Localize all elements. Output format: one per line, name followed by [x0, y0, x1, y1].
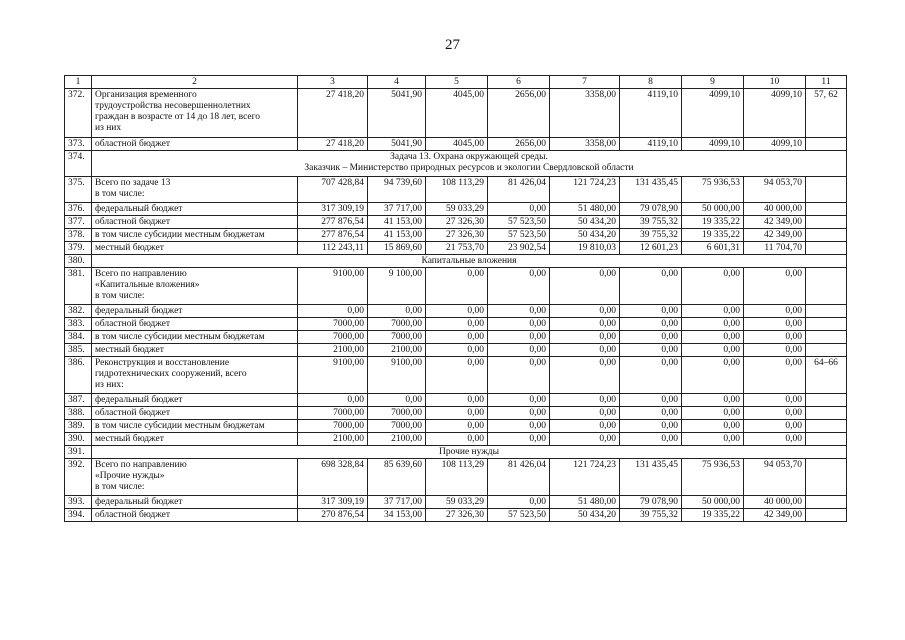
note-cell	[806, 229, 847, 242]
section-title	[92, 151, 847, 177]
header-cell: 2	[92, 76, 298, 89]
note-cell	[806, 420, 847, 433]
value-cell: 39 755,32	[620, 509, 682, 522]
note-cell	[806, 268, 847, 305]
row-label	[92, 89, 298, 138]
value-cell: 0,00	[682, 268, 744, 305]
value-cell: 39 755,32	[620, 216, 682, 229]
row-label-line: «Прочие нужды»	[95, 471, 165, 481]
value-cell: 2100,00	[368, 433, 426, 446]
value-cell: 27 326,30	[426, 509, 488, 522]
note-cell	[806, 318, 847, 331]
value-cell: 2100,00	[368, 344, 426, 357]
value-cell: 0,00	[488, 357, 550, 394]
row-label-line: областной бюджет	[95, 319, 171, 329]
value-cell: 0,00	[550, 420, 620, 433]
section-row	[65, 151, 847, 177]
row-label	[92, 242, 298, 255]
value-cell: 0,00	[550, 407, 620, 420]
note-cell	[806, 407, 847, 420]
table-row	[65, 229, 847, 242]
value-cell: 57 523,50	[488, 509, 550, 522]
row-label-line: граждан в возрасте от 14 до 18 лет, всего	[95, 112, 261, 122]
row-number: 373.	[65, 138, 92, 151]
value-cell: 0,00	[488, 203, 550, 216]
table-row	[65, 407, 847, 420]
value-cell: 0,00	[620, 357, 682, 394]
row-label-line: гидротехнических сооружений, всего	[95, 369, 247, 379]
row-label-line: в том числе субсидии местным бюджетам	[95, 421, 265, 431]
value-cell: 23 902,54	[488, 242, 550, 255]
table-row	[65, 433, 847, 446]
note-cell: 64–66	[806, 357, 847, 394]
value-cell: 0,00	[550, 433, 620, 446]
table-row	[65, 242, 847, 255]
row-label	[92, 420, 298, 433]
row-label-line: Всего по направлению	[95, 269, 187, 279]
value-cell: 0,00	[620, 305, 682, 318]
value-cell: 15 869,60	[368, 242, 426, 255]
value-cell: 7000,00	[298, 420, 368, 433]
row-number: 380.	[65, 255, 92, 268]
value-cell: 34 153,00	[368, 509, 426, 522]
row-label-line: из них	[95, 123, 122, 133]
value-cell: 59 033,29	[426, 496, 488, 509]
row-label-line: местный бюджет	[95, 345, 164, 355]
note-cell	[806, 305, 847, 318]
row-label-line: в том числе:	[95, 291, 145, 301]
value-cell: 19 335,22	[682, 229, 744, 242]
value-cell: 94 739,60	[368, 177, 426, 203]
header-cell: 6	[488, 76, 550, 89]
value-cell: 27 326,30	[426, 229, 488, 242]
table-row	[65, 459, 847, 496]
row-number: 392.	[65, 459, 92, 496]
value-cell: 5041,90	[368, 89, 426, 138]
value-cell: 2656,00	[488, 89, 550, 138]
value-cell: 0,00	[682, 357, 744, 394]
row-number: 394.	[65, 509, 92, 522]
row-label-line: федеральный бюджет	[95, 395, 183, 405]
header-cell: 9	[682, 76, 744, 89]
value-cell: 0,00	[620, 331, 682, 344]
row-label-line: трудоустройства несовершеннолетних	[95, 101, 251, 111]
value-cell: 11 704,70	[744, 242, 806, 255]
table-row	[65, 331, 847, 344]
value-cell: 0,00	[620, 318, 682, 331]
value-cell: 0,00	[744, 407, 806, 420]
value-cell: 7000,00	[298, 318, 368, 331]
row-label	[92, 394, 298, 407]
value-cell: 59 033,29	[426, 203, 488, 216]
value-cell: 0,00	[488, 407, 550, 420]
value-cell: 277 876,54	[298, 216, 368, 229]
value-cell: 41 153,00	[368, 229, 426, 242]
value-cell: 39 755,32	[620, 229, 682, 242]
page-number: 27	[445, 37, 460, 53]
value-cell: 79 078,90	[620, 203, 682, 216]
table-row	[65, 318, 847, 331]
row-label-line: в том числе:	[95, 482, 145, 492]
row-label-line: областной бюджет	[95, 510, 171, 520]
row-number: 381.	[65, 268, 92, 305]
value-cell: 51 480,00	[550, 496, 620, 509]
value-cell: 57 523,50	[488, 229, 550, 242]
budget-table	[64, 75, 847, 522]
row-label	[92, 229, 298, 242]
value-cell: 4119,10	[620, 89, 682, 138]
value-cell: 2100,00	[298, 344, 368, 357]
value-cell: 707 428,84	[298, 177, 368, 203]
row-label	[92, 305, 298, 318]
value-cell: 21 753,70	[426, 242, 488, 255]
value-cell: 131 435,45	[620, 177, 682, 203]
table-row	[65, 203, 847, 216]
value-cell: 0,00	[682, 344, 744, 357]
value-cell: 0,00	[426, 344, 488, 357]
value-cell: 81 426,04	[488, 459, 550, 496]
value-cell: 50 000,00	[682, 203, 744, 216]
value-cell: 4099,10	[744, 89, 806, 138]
row-label	[92, 138, 298, 151]
value-cell: 27 418,20	[298, 89, 368, 138]
header-cell: 10	[744, 76, 806, 89]
section-title-line: Капитальные вложения	[421, 256, 517, 266]
value-cell: 0,00	[298, 305, 368, 318]
value-cell: 0,00	[682, 407, 744, 420]
value-cell: 0,00	[488, 318, 550, 331]
value-cell: 6 601,31	[682, 242, 744, 255]
value-cell: 7000,00	[368, 420, 426, 433]
value-cell: 0,00	[368, 305, 426, 318]
value-cell: 0,00	[298, 394, 368, 407]
value-cell: 79 078,90	[620, 496, 682, 509]
section-title-line: Задача 13. Охрана окружающей среды.	[390, 152, 548, 162]
section-title-line: Прочие нужды	[438, 447, 500, 457]
value-cell: 0,00	[488, 394, 550, 407]
value-cell: 2100,00	[298, 433, 368, 446]
value-cell: 131 435,45	[620, 459, 682, 496]
value-cell: 108 113,29	[426, 177, 488, 203]
value-cell: 0,00	[744, 344, 806, 357]
value-cell: 4099,10	[744, 138, 806, 151]
value-cell: 0,00	[744, 420, 806, 433]
value-cell: 0,00	[426, 407, 488, 420]
row-number: 375.	[65, 177, 92, 203]
row-number: 374.	[65, 151, 92, 177]
header-cell: 4	[368, 76, 426, 89]
note-cell	[806, 138, 847, 151]
value-cell: 0,00	[550, 305, 620, 318]
value-cell: 4045,00	[426, 138, 488, 151]
row-label-line: областной бюджет	[95, 139, 171, 149]
row-label	[92, 459, 298, 496]
value-cell: 9100,00	[298, 268, 368, 305]
table-row	[65, 357, 847, 394]
note-cell: 57, 62	[806, 89, 847, 138]
value-cell: 19 810,03	[550, 242, 620, 255]
value-cell: 42 349,00	[744, 216, 806, 229]
note-cell	[806, 394, 847, 407]
table-row	[65, 305, 847, 318]
value-cell: 50 434,20	[550, 509, 620, 522]
value-cell: 0,00	[744, 357, 806, 394]
row-label	[92, 203, 298, 216]
row-number: 387.	[65, 394, 92, 407]
row-number: 391.	[65, 446, 92, 459]
value-cell: 50 434,20	[550, 229, 620, 242]
section-title-line: Заказчик – Министерство природных ресурсов и экологии Свердловской области	[304, 163, 634, 173]
row-number: 372.	[65, 89, 92, 138]
row-label	[92, 509, 298, 522]
value-cell: 108 113,29	[426, 459, 488, 496]
value-cell: 0,00	[426, 357, 488, 394]
row-label	[92, 216, 298, 229]
row-number: 383.	[65, 318, 92, 331]
value-cell: 37 717,00	[368, 203, 426, 216]
value-cell: 0,00	[488, 344, 550, 357]
value-cell: 0,00	[488, 305, 550, 318]
row-number: 386.	[65, 357, 92, 394]
value-cell: 7000,00	[368, 318, 426, 331]
value-cell: 2656,00	[488, 138, 550, 151]
row-number: 384.	[65, 331, 92, 344]
value-cell: 57 523,50	[488, 216, 550, 229]
table-row	[65, 138, 847, 151]
value-cell: 270 876,54	[298, 509, 368, 522]
value-cell: 5041,90	[368, 138, 426, 151]
note-cell	[806, 242, 847, 255]
value-cell: 0,00	[550, 268, 620, 305]
row-label-line: местный бюджет	[95, 434, 164, 444]
value-cell: 12 601,23	[620, 242, 682, 255]
value-cell: 51 480,00	[550, 203, 620, 216]
row-label-line: областной бюджет	[95, 217, 171, 227]
value-cell: 0,00	[488, 420, 550, 433]
table-row	[65, 216, 847, 229]
value-cell: 0,00	[550, 318, 620, 331]
value-cell: 0,00	[620, 268, 682, 305]
row-label-line: Всего по задаче 13	[95, 178, 171, 188]
row-label-line: в том числе субсидии местным бюджетам	[95, 332, 265, 342]
note-cell	[806, 433, 847, 446]
value-cell: 9 100,00	[368, 268, 426, 305]
value-cell: 94 053,70	[744, 177, 806, 203]
row-label	[92, 268, 298, 305]
note-cell	[806, 177, 847, 203]
value-cell: 112 243,11	[298, 242, 368, 255]
section-title	[92, 446, 847, 459]
value-cell: 317 309,19	[298, 496, 368, 509]
value-cell: 42 349,00	[744, 509, 806, 522]
row-label	[92, 177, 298, 203]
value-cell: 0,00	[550, 331, 620, 344]
header-cell: 11	[806, 76, 847, 89]
value-cell: 4119,10	[620, 138, 682, 151]
table-row	[65, 89, 847, 138]
value-cell: 0,00	[682, 318, 744, 331]
row-label	[92, 433, 298, 446]
value-cell: 7000,00	[368, 331, 426, 344]
value-cell: 0,00	[682, 305, 744, 318]
value-cell: 85 639,60	[368, 459, 426, 496]
row-number: 377.	[65, 216, 92, 229]
value-cell: 0,00	[682, 331, 744, 344]
value-cell: 0,00	[682, 433, 744, 446]
value-cell: 75 936,53	[682, 459, 744, 496]
value-cell: 75 936,53	[682, 177, 744, 203]
value-cell: 27 326,30	[426, 216, 488, 229]
value-cell: 121 724,23	[550, 459, 620, 496]
value-cell: 0,00	[682, 420, 744, 433]
section-row	[65, 255, 847, 268]
value-cell: 0,00	[744, 318, 806, 331]
value-cell: 42 349,00	[744, 229, 806, 242]
value-cell: 0,00	[426, 305, 488, 318]
table-row	[65, 394, 847, 407]
value-cell: 40 000,00	[744, 203, 806, 216]
value-cell: 40 000,00	[744, 496, 806, 509]
section-title	[92, 255, 847, 268]
value-cell: 41 153,00	[368, 216, 426, 229]
value-cell: 9100,00	[368, 357, 426, 394]
row-label-line: Реконструкция и восстановление	[95, 358, 230, 368]
table-row	[65, 496, 847, 509]
row-number: 388.	[65, 407, 92, 420]
value-cell: 0,00	[488, 496, 550, 509]
note-cell	[806, 459, 847, 496]
value-cell: 0,00	[744, 394, 806, 407]
header-row	[65, 76, 847, 89]
value-cell: 4099,10	[682, 138, 744, 151]
value-cell: 3358,00	[550, 138, 620, 151]
value-cell: 0,00	[744, 268, 806, 305]
row-label-line: Организация временного	[95, 90, 197, 100]
row-number: 390.	[65, 433, 92, 446]
value-cell: 50 434,20	[550, 216, 620, 229]
row-label-line: Всего по направлению	[95, 460, 187, 470]
value-cell: 7000,00	[298, 331, 368, 344]
value-cell: 4099,10	[682, 89, 744, 138]
value-cell: 0,00	[426, 331, 488, 344]
row-label-line: областной бюджет	[95, 408, 171, 418]
value-cell: 0,00	[488, 331, 550, 344]
table-row	[65, 509, 847, 522]
row-label	[92, 344, 298, 357]
row-label-line: федеральный бюджет	[95, 497, 183, 507]
row-label-line: федеральный бюджет	[95, 306, 183, 316]
value-cell: 698 328,84	[298, 459, 368, 496]
value-cell: 0,00	[488, 433, 550, 446]
value-cell: 0,00	[550, 344, 620, 357]
value-cell: 0,00	[620, 407, 682, 420]
value-cell: 277 876,54	[298, 229, 368, 242]
value-cell: 0,00	[620, 344, 682, 357]
section-row	[65, 446, 847, 459]
row-label-line: «Капитальные вложения»	[95, 280, 200, 290]
value-cell: 19 335,22	[682, 216, 744, 229]
table-row	[65, 177, 847, 203]
value-cell: 0,00	[744, 305, 806, 318]
value-cell: 7000,00	[368, 407, 426, 420]
value-cell: 0,00	[744, 331, 806, 344]
value-cell: 0,00	[426, 394, 488, 407]
value-cell: 94 053,70	[744, 459, 806, 496]
value-cell: 19 335,22	[682, 509, 744, 522]
row-label	[92, 496, 298, 509]
row-number: 382.	[65, 305, 92, 318]
value-cell: 0,00	[550, 394, 620, 407]
value-cell: 9100,00	[298, 357, 368, 394]
row-label-line: из них:	[95, 380, 124, 390]
row-label	[92, 331, 298, 344]
note-cell	[806, 509, 847, 522]
value-cell: 0,00	[426, 433, 488, 446]
value-cell: 50 000,00	[682, 496, 744, 509]
row-label-line: федеральный бюджет	[95, 204, 183, 214]
row-number: 389.	[65, 420, 92, 433]
value-cell: 0,00	[426, 268, 488, 305]
table-row	[65, 344, 847, 357]
row-label-line: в том числе субсидии местным бюджетам	[95, 230, 265, 240]
header-cell: 3	[298, 76, 368, 89]
value-cell: 0,00	[682, 394, 744, 407]
header-cell: 1	[65, 76, 92, 89]
value-cell: 4045,00	[426, 89, 488, 138]
value-cell: 121 724,23	[550, 177, 620, 203]
value-cell: 3358,00	[550, 89, 620, 138]
row-number: 379.	[65, 242, 92, 255]
value-cell: 81 426,04	[488, 177, 550, 203]
value-cell: 0,00	[744, 433, 806, 446]
value-cell: 27 418,20	[298, 138, 368, 151]
value-cell: 0,00	[620, 420, 682, 433]
value-cell: 0,00	[550, 357, 620, 394]
value-cell: 0,00	[488, 268, 550, 305]
value-cell: 317 309,19	[298, 203, 368, 216]
value-cell: 7000,00	[298, 407, 368, 420]
note-cell	[806, 496, 847, 509]
row-label-line: местный бюджет	[95, 243, 164, 253]
row-number: 393.	[65, 496, 92, 509]
row-number: 385.	[65, 344, 92, 357]
row-label	[92, 357, 298, 394]
value-cell: 0,00	[426, 318, 488, 331]
note-cell	[806, 216, 847, 229]
value-cell: 0,00	[620, 433, 682, 446]
value-cell: 0,00	[620, 394, 682, 407]
row-number: 376.	[65, 203, 92, 216]
value-cell: 37 717,00	[368, 496, 426, 509]
note-cell	[806, 203, 847, 216]
value-cell: 0,00	[426, 420, 488, 433]
row-number: 378.	[65, 229, 92, 242]
note-cell	[806, 344, 847, 357]
row-label-line: в том числе:	[95, 189, 145, 199]
note-cell	[806, 331, 847, 344]
header-cell: 8	[620, 76, 682, 89]
row-label	[92, 407, 298, 420]
header-cell: 5	[426, 76, 488, 89]
row-label	[92, 318, 298, 331]
header-cell: 7	[550, 76, 620, 89]
table-row	[65, 268, 847, 305]
value-cell: 0,00	[368, 394, 426, 407]
table-row	[65, 420, 847, 433]
